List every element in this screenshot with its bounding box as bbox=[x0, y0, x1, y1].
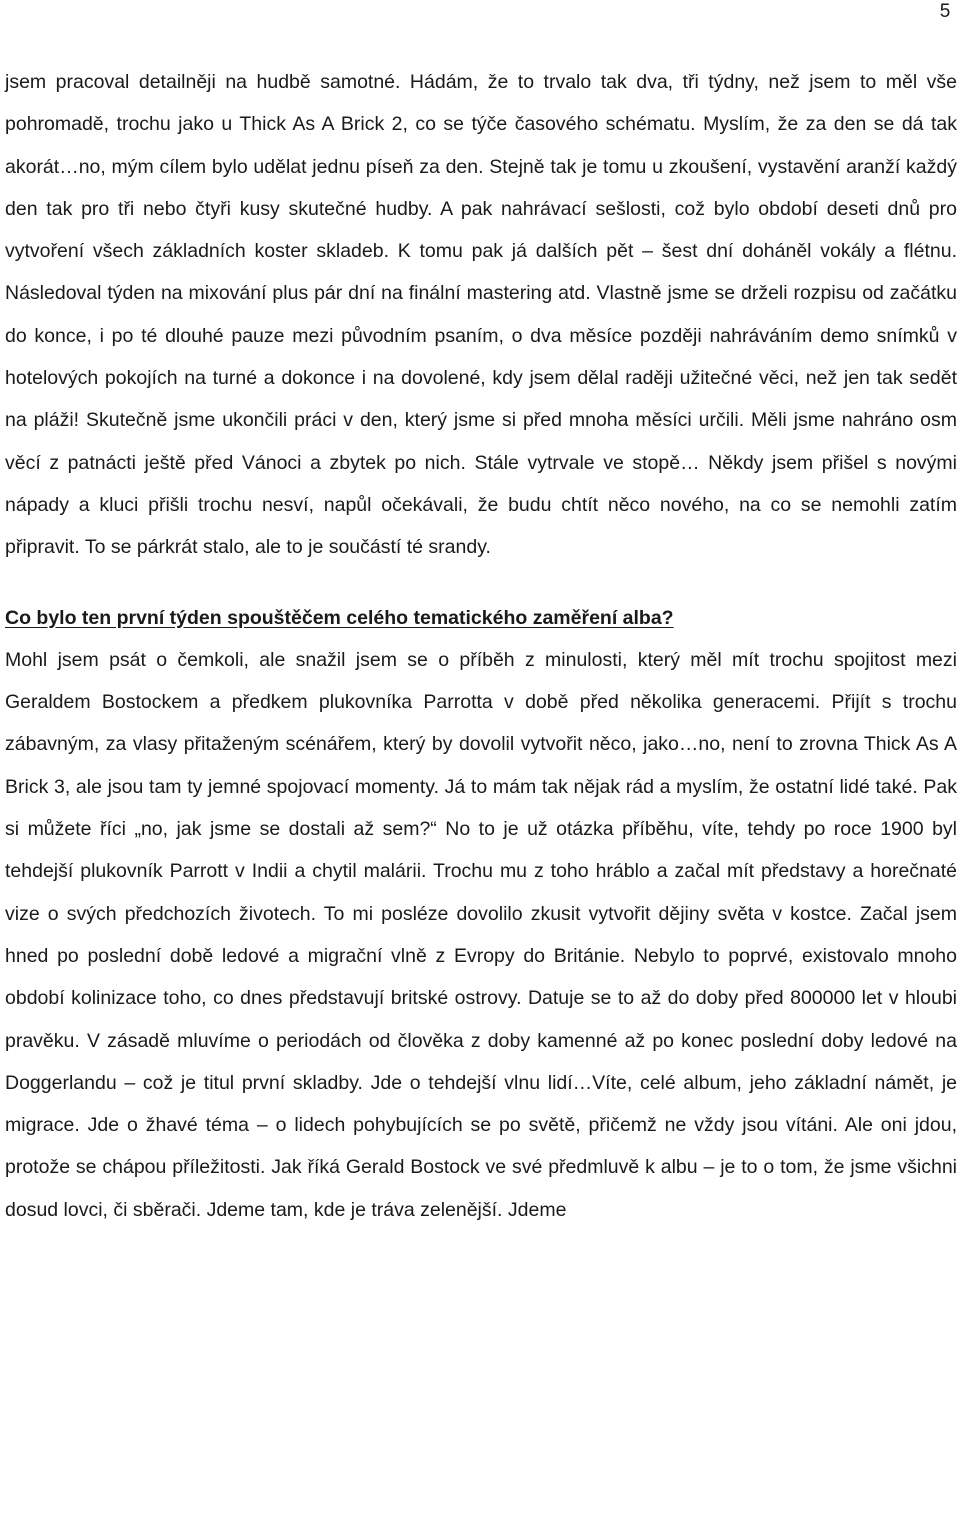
interview-question-heading: Co bylo ten první týden spouštěčem celého tematického zaměření alba? bbox=[5, 606, 674, 629]
document-body bbox=[5, 61, 957, 1231]
page-number: 5 bbox=[939, 1, 951, 22]
body-paragraph: Mohl jsem psát o čemkoli, ale snažil jsem se o příběh z minulosti, který měl mít trochu spojitost mezi Geraldem Bostockem a předkem plukovníka Parrotta v době před několika generacemi. Přijít s trochu zábavným, za vlasy přitaženým scénářem, který by dovolil vytvořit něco, jako…no, není to zrovna Thick As A Brick 3, ale jsou tam ty jemné spojovací momenty. Já to mám tak nějak rád a myslím, že ostatní lidé také. Pak si můžete říci „no, jak jsme se dostali až sem?“ No to je už otázka příběhu, víte, tehdy po roce 1900 byl tehdejší plukovník Parrott v Indii a chytil malárii. Trochu mu z toho hráblo a začal mít představy a horečnaté vize o svých předchozích životech. To mi posléze dovolilo zkusit vytvořit dějiny světa v kostce. Začal jsem hned po poslední době ledové a migrační vlně z Evropy do Británie. Nebylo to poprvé, existovalo mnoho období kolinizace toho, co dnes představují britské ostrovy. Datuje se to až do doby před 800000 let v hloubi pravěku. V zásadě mluvíme o periodách od člověka z doby kamenné až po konec poslední doby ledové na Doggerlandu – což je titul první skladby. Jde o tehdejší vlnu lidí…Víte, celé album, jeho základní námět, je migrace. Jde o žhavé téma – o lidech pohybujících se po světě, přičemž ne vždy jsou vítáni. Ale oni jdou, protože se chápou příležitosti. Jak říká Gerald Bostock ve své předmluvě k albu – je to o tom, že jsme všichni dosud lovci, či sběrači. Jdeme tam, kde je tráva zelenější. Jdeme bbox=[5, 648, 957, 1221]
body-paragraph: jsem pracoval detailněji na hudbě samotné. Hádám, že to trvalo tak dva, tři týdny, než jsem to měl vše pohromadě, trochu jako u Thick As A Brick 2, co se týče časového schématu. Myslím, že za den se dá tak akorát…no, mým cílem bylo udělat jednu píseň za den. Stejně tak je tomu u zkoušení, vystavění aranží každý den tak pro tři nebo čtyři kusy skutečné hudby. A pak nahrávací sešlosti, což bylo období deseti dnů pro vytvoření všech základních koster skladeb. K tomu pak já dalších pět – šest dní doháněl vokály a flétnu. Následoval týden na mixování plus pár dní na finální mastering atd. Vlastně jsme se drželi rozpisu od začátku do konce, i po té dlouhé pauze mezi původním psaním, o dva měsíce později nahráváním demo snímků v hotelových pokojích na turné a dokonce i na dovolené, kdy jsem dělal raději užitečné věci, než jen tak sedět na pláži! Skutečně jsme ukončili práci v den, který jsme si před mnoha měsíci určili. Měli jsme nahráno osm věcí z patnácti ještě před Vánoci a zbytek po nich. Stále vytrvale ve stopě… Někdy jsem přišel s novými nápady a kluci přišli trochu nesví, napůl očekávali, že budu chtít něco nového, na co se nemohli zatím připravit. To se párkrát stalo, ale to je součástí té srandy. bbox=[5, 71, 957, 559]
